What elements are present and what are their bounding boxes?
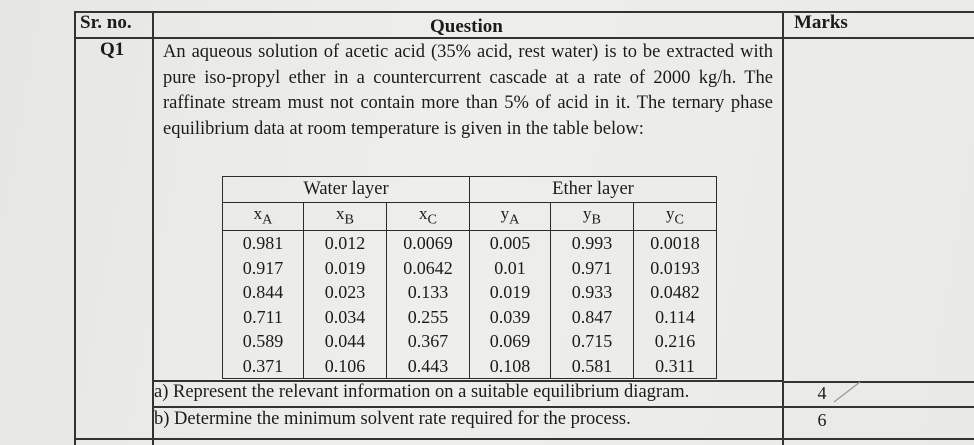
header-divider xyxy=(74,37,974,39)
column-header-xb: $x_B$ xyxy=(304,202,387,230)
cell: 0.0642 xyxy=(387,255,470,280)
cell: 0.917 xyxy=(223,255,304,280)
table-row xyxy=(223,230,717,255)
question-header: Question xyxy=(430,16,503,37)
cell: 0.019 xyxy=(304,255,387,280)
cell: 0.044 xyxy=(304,329,387,354)
question-text: An aqueous solution of acetic acid (35% acid, rest water) is to be extracted with pure iso-propyl ether in a countercurrent cascade at a rate of 2000 kg/h. The raffinate stream must not contain more than 5% of acid in it. The ternary phase equilibrium data at room temperature is given in the table below: xyxy=(163,42,773,139)
cell: 0.01 xyxy=(470,255,551,280)
cell: 0.0193 xyxy=(634,255,717,280)
cell: 0.108 xyxy=(470,353,551,378)
subscript: B xyxy=(344,210,354,227)
question-number: Q1 xyxy=(100,39,125,60)
cell: 0.933 xyxy=(551,280,634,305)
ether-layer-header: Ether layer xyxy=(470,177,717,203)
column-header-xc: $x_C$ xyxy=(387,202,470,230)
cell: 0.019 xyxy=(470,280,551,305)
cell: 0.371 xyxy=(223,353,304,378)
cell: 0.114 xyxy=(634,304,717,329)
subscript: C xyxy=(427,210,437,227)
part-b-top-line xyxy=(152,406,783,408)
part-b-text: b) Determine the minimum solvent rate required for the process. xyxy=(154,409,631,429)
sr-no-header: Sr. no. xyxy=(80,12,132,33)
cell: 0.589 xyxy=(223,329,304,354)
cell: 0.106 xyxy=(304,353,387,378)
part-a-marks: 4 xyxy=(817,383,827,403)
cell: 0.069 xyxy=(470,329,551,354)
cell: 0.981 xyxy=(223,230,304,255)
cell: 0.715 xyxy=(551,329,634,354)
cell: 0.023 xyxy=(304,280,387,305)
subscript: A xyxy=(509,210,520,227)
column-header-xa: $x_A$ xyxy=(223,202,304,230)
water-layer-header: Water layer xyxy=(223,177,470,203)
subscript: C xyxy=(674,210,684,227)
cell: 0.039 xyxy=(470,304,551,329)
pen-stroke-mark xyxy=(832,380,862,404)
subscript: B xyxy=(591,210,601,227)
table-row xyxy=(223,329,717,354)
subscript: A xyxy=(262,210,273,227)
cell: 0.311 xyxy=(634,353,717,378)
cell: 0.443 xyxy=(387,353,470,378)
cell: 0.034 xyxy=(304,304,387,329)
cell: 0.844 xyxy=(223,280,304,305)
cell: 0.133 xyxy=(387,280,470,305)
cell: 0.255 xyxy=(387,304,470,329)
column-symbols-row xyxy=(223,202,717,230)
marks-header: Marks xyxy=(794,12,848,33)
table-row xyxy=(223,255,717,280)
cell: 0.0018 xyxy=(634,230,717,255)
column-header-ya: $y_A$ xyxy=(470,202,551,230)
cell: 0.581 xyxy=(551,353,634,378)
cell: 0.216 xyxy=(634,329,717,354)
cell: 0.0482 xyxy=(634,280,717,305)
cell: 0.711 xyxy=(223,304,304,329)
equilibrium-data-table xyxy=(222,176,717,379)
cell: 0.971 xyxy=(551,255,634,280)
table-row xyxy=(223,304,717,329)
cell: 0.993 xyxy=(551,230,634,255)
marks-b-top-line xyxy=(782,406,974,408)
cell: 0.847 xyxy=(551,304,634,329)
cell: 0.0069 xyxy=(387,230,470,255)
cell: 0.005 xyxy=(470,230,551,255)
table-row xyxy=(223,353,717,378)
cell: 0.012 xyxy=(304,230,387,255)
column-header-yb: $y_B$ xyxy=(551,202,634,230)
part-a-text: a) Represent the relevant information on a suitable equilibrium diagram. xyxy=(154,382,690,402)
table-bottom-border xyxy=(74,438,974,440)
left-border xyxy=(74,11,76,445)
table-row xyxy=(223,280,717,305)
column-header-yc: $y_C$ xyxy=(634,202,717,230)
part-b-marks: 6 xyxy=(817,410,827,430)
cell: 0.367 xyxy=(387,329,470,354)
